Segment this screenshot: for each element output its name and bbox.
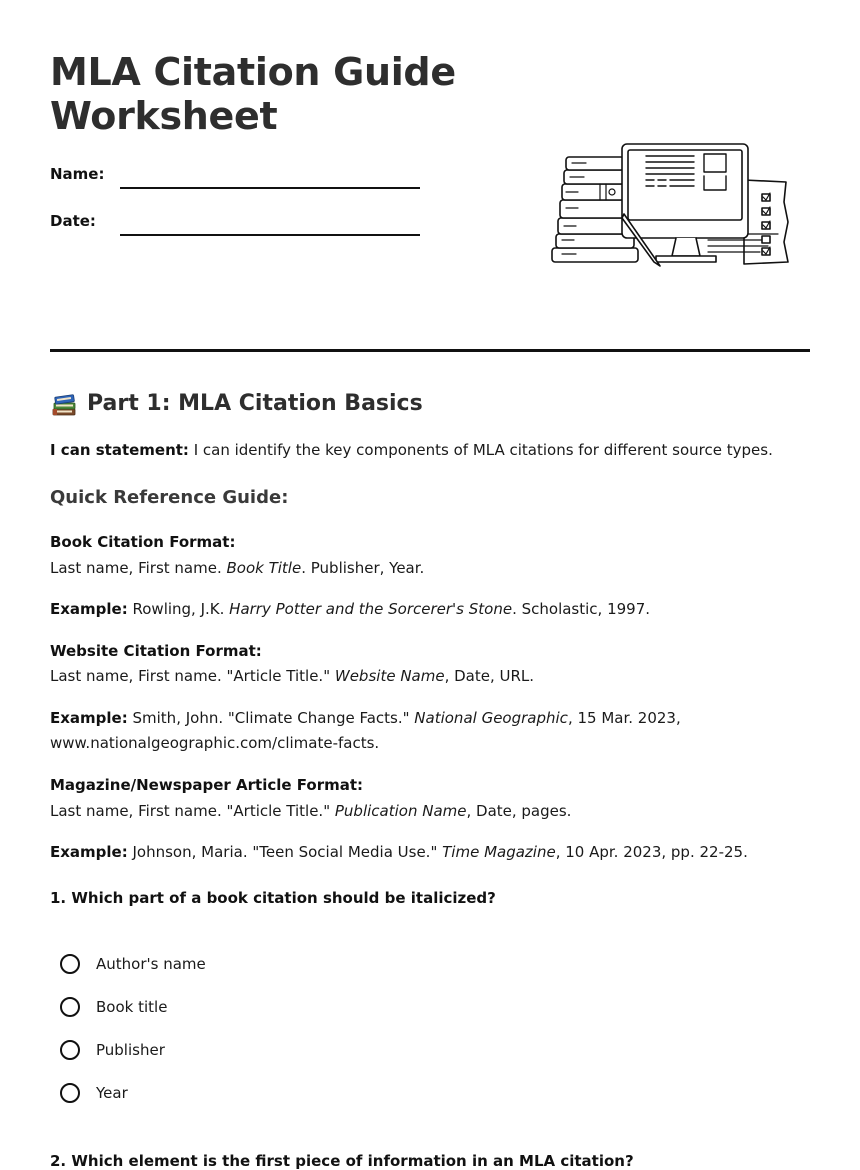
option-label: Book title bbox=[96, 998, 168, 1016]
radio-button[interactable] bbox=[60, 1040, 80, 1060]
part1-title bbox=[50, 389, 423, 419]
option-label: Author's name bbox=[96, 955, 206, 973]
website-format-pre: Last name, First name. "Article Title." bbox=[50, 667, 335, 685]
website-format-post: , Date, URL. bbox=[444, 667, 535, 685]
magazine-format-heading bbox=[50, 773, 810, 798]
book-format-post: . Publisher, Year. bbox=[301, 559, 425, 577]
book-example-label: Example: bbox=[50, 600, 128, 618]
q1-option-book-title[interactable] bbox=[60, 997, 167, 1017]
magazine-example-pre: Johnson, Maria. "Teen Social Media Use." bbox=[127, 843, 443, 861]
magazine-format-pre: Last name, First name. "Article Title." bbox=[50, 802, 335, 820]
magazine-example-label: Example: bbox=[50, 843, 128, 861]
website-format bbox=[50, 664, 810, 689]
part1-title-text: Part 1: MLA Citation Basics bbox=[87, 391, 423, 416]
website-example-italic: National Geographic bbox=[414, 709, 568, 727]
books-computer-illustration bbox=[548, 142, 790, 268]
website-example bbox=[50, 706, 810, 756]
website-example-label: Example: bbox=[50, 709, 128, 727]
title-line-2: Worksheet bbox=[50, 94, 278, 138]
q1-option-publisher[interactable] bbox=[60, 1040, 165, 1060]
quick-reference-heading: Quick Reference Guide: bbox=[50, 487, 289, 508]
date-label: Date: bbox=[50, 212, 96, 230]
magazine-format-italic: Publication Name bbox=[334, 802, 467, 820]
worksheet-title bbox=[50, 50, 456, 138]
website-format-heading bbox=[50, 639, 810, 664]
date-field[interactable] bbox=[120, 234, 420, 236]
option-label: Publisher bbox=[96, 1041, 165, 1059]
website-example-url: www.nationalgeographic.com/climate-facts. bbox=[50, 734, 380, 752]
q1-option-year[interactable] bbox=[60, 1083, 128, 1103]
website-example-post: , 15 Mar. 2023, bbox=[567, 709, 681, 727]
title-line-1: MLA Citation Guide bbox=[50, 50, 456, 94]
ican-statement bbox=[50, 438, 810, 463]
book-format-heading-text: Book Citation Format: bbox=[50, 533, 236, 551]
book-example bbox=[50, 597, 810, 622]
website-format-heading-text: Website Citation Format: bbox=[50, 642, 262, 660]
magazine-format-post: , Date, pages. bbox=[466, 802, 572, 820]
question-1: 1. Which part of a book citation should be italicized? bbox=[50, 889, 496, 907]
book-example-post: . Scholastic, 1997. bbox=[512, 600, 651, 618]
ican-text: I can identify the key components of MLA citations for different source types. bbox=[188, 441, 773, 459]
radio-button[interactable] bbox=[60, 997, 80, 1017]
book-example-italic: Harry Potter and the Sorcerer's Stone bbox=[229, 600, 513, 618]
book-format-heading bbox=[50, 530, 810, 555]
books-icon bbox=[50, 390, 78, 418]
magazine-example-italic: Time Magazine bbox=[442, 843, 556, 861]
magazine-format-heading-text: Magazine/Newspaper Article Format: bbox=[50, 776, 364, 794]
radio-button[interactable] bbox=[60, 954, 80, 974]
name-label: Name: bbox=[50, 165, 105, 183]
website-format-italic: Website Name bbox=[334, 667, 445, 685]
website-example-pre: Smith, John. "Climate Change Facts." bbox=[127, 709, 415, 727]
radio-button[interactable] bbox=[60, 1083, 80, 1103]
section-divider bbox=[50, 349, 810, 352]
q1-option-author[interactable] bbox=[60, 954, 206, 974]
book-format-italic: Book Title bbox=[226, 559, 302, 577]
book-format bbox=[50, 556, 810, 581]
magazine-example bbox=[50, 840, 810, 865]
option-label: Year bbox=[96, 1084, 128, 1102]
book-example-pre: Rowling, J.K. bbox=[127, 600, 230, 618]
magazine-example-post: , 10 Apr. 2023, pp. 22-25. bbox=[555, 843, 748, 861]
book-format-pre: Last name, First name. bbox=[50, 559, 227, 577]
question-2-partial: 2. Which element is the first piece of information in an MLA citation? bbox=[50, 1152, 634, 1170]
magazine-format bbox=[50, 799, 810, 824]
ican-label: I can statement: bbox=[50, 441, 189, 459]
name-field[interactable] bbox=[120, 187, 420, 189]
